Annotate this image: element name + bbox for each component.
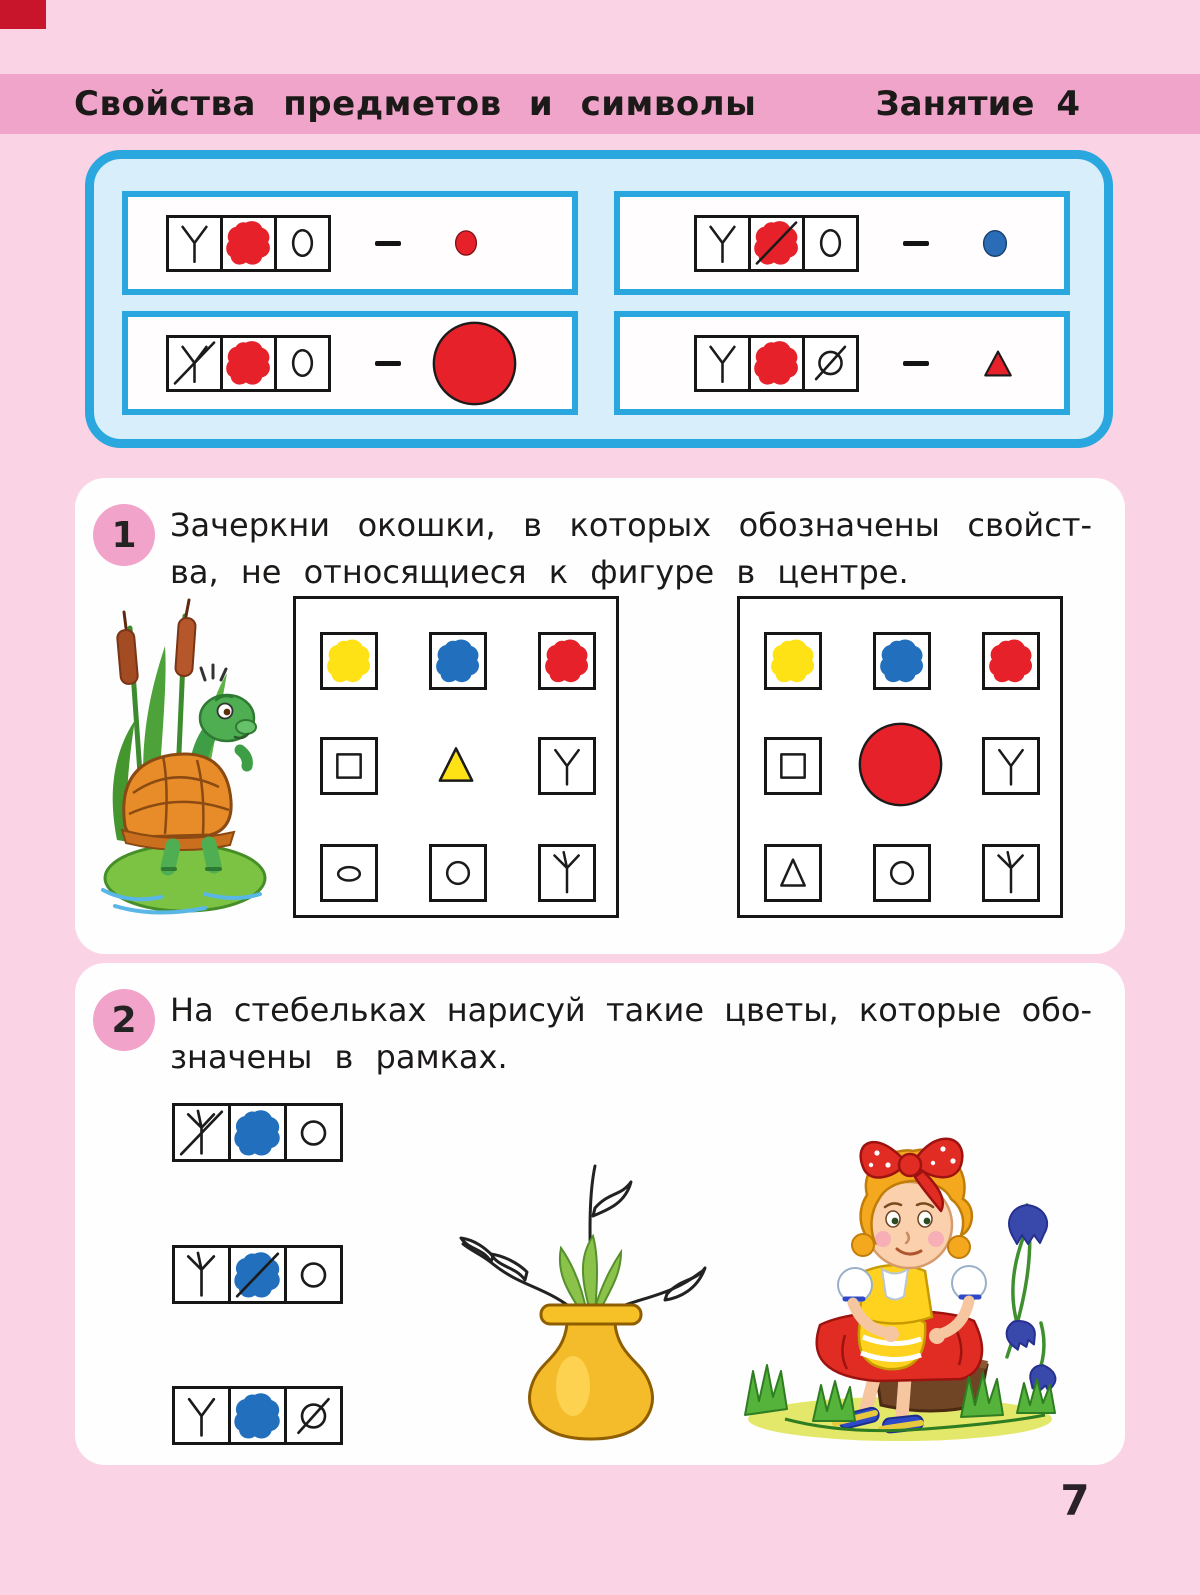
symbol-strip [166,335,331,392]
red-triangle-small-icon [981,348,1015,379]
flower-code-frame-1 [172,1103,343,1162]
lesson-label: Занятие 4 [875,84,1080,124]
symbol-strip [694,335,859,392]
circle-outline-symbol [284,1245,343,1304]
symbol-strip [166,215,331,272]
grid-window-blob-yellow [764,632,822,690]
circle-outline-symbol [284,1103,343,1162]
task1-text-line1: Зачеркни окошки, в которых обозначены свойст- [170,506,1092,544]
task2-text-line2: значены в рамках. [170,1038,508,1076]
task2-card [75,963,1125,1465]
grid-window-oval-small [320,844,378,902]
flower-code-frame-2 [172,1245,343,1304]
grid-window-triangle-outline [764,844,822,902]
header-band [0,74,1200,134]
circle-crossed-symbol [284,1386,343,1445]
dash-icon [375,241,401,246]
symbol-grid-2 [737,596,1063,918]
red-circle-big-icon [431,320,518,407]
red-circle-small-icon [453,228,479,258]
trident-symbol [172,1245,231,1304]
y-small-symbol [694,215,751,272]
task1-card [75,478,1125,954]
symbol-strip [694,215,859,272]
trident-crossed-symbol [172,1103,231,1162]
oval-o-symbol [274,215,331,272]
grid-window-trident [982,844,1040,902]
center-figure-red-circle-large [854,718,946,810]
page-number: 7 [1060,1476,1090,1525]
y-small-symbol [166,215,223,272]
grid-window-blob-blue [429,632,487,690]
grid-window-square-outline [320,737,378,795]
page-title: Свойства предметов и символы [74,84,757,124]
task1-text [170,502,1092,596]
task2-number-badge: 2 [93,989,155,1051]
center-figure-yellow-triangle [410,718,502,810]
dash-icon [903,241,929,246]
corner-print-mark [0,0,46,29]
grid-window-blob-yellow [320,632,378,690]
blue-circle-small-icon [981,228,1009,259]
symbol-legend-box [85,150,1113,448]
circle-crossed-symbol [802,335,859,392]
blob-blue-crossed-symbol [228,1245,287,1304]
task1-number-badge: 1 [93,504,155,566]
y-small-symbol [172,1386,231,1445]
grid-window-circle-outline [873,844,931,902]
grid-window-blob-blue [873,632,931,690]
task2-text-line1: На стебельках нарисуй такие цветы, которые обо- [170,991,1092,1029]
blob-red-crossed-symbol [748,215,805,272]
grid-window-square-outline [764,737,822,795]
vase-illustration [441,1146,741,1441]
girl-illustration [725,1113,1080,1445]
grid-window-circle-outline [429,844,487,902]
blob-red-symbol [220,215,277,272]
task2-text [170,987,1092,1081]
grid-window-blob-red [538,632,596,690]
legend-panel-3 [122,311,578,415]
symbol-grid-1 [293,596,619,918]
flower-code-frame-3 [172,1386,343,1445]
oval-o-symbol [274,335,331,392]
blob-red-symbol [220,335,277,392]
y-small-crossed-symbol [166,335,223,392]
legend-panel-2 [614,191,1070,295]
blob-blue-symbol [228,1103,287,1162]
grid-window-blob-red [982,632,1040,690]
grid-window-y-small [538,737,596,795]
dash-icon [375,361,401,366]
y-small-symbol [694,335,751,392]
turtle-illustration [85,588,285,933]
grid-window-y-small [982,737,1040,795]
blob-blue-symbol [228,1386,287,1445]
dash-icon [903,361,929,366]
task1-text-line2: ва, не относящиеся к фигуре в центре. [170,553,909,591]
blob-red-symbol [748,335,805,392]
legend-panel-1 [122,191,578,295]
grid-window-trident [538,844,596,902]
oval-o-symbol [802,215,859,272]
legend-panel-4 [614,311,1070,415]
